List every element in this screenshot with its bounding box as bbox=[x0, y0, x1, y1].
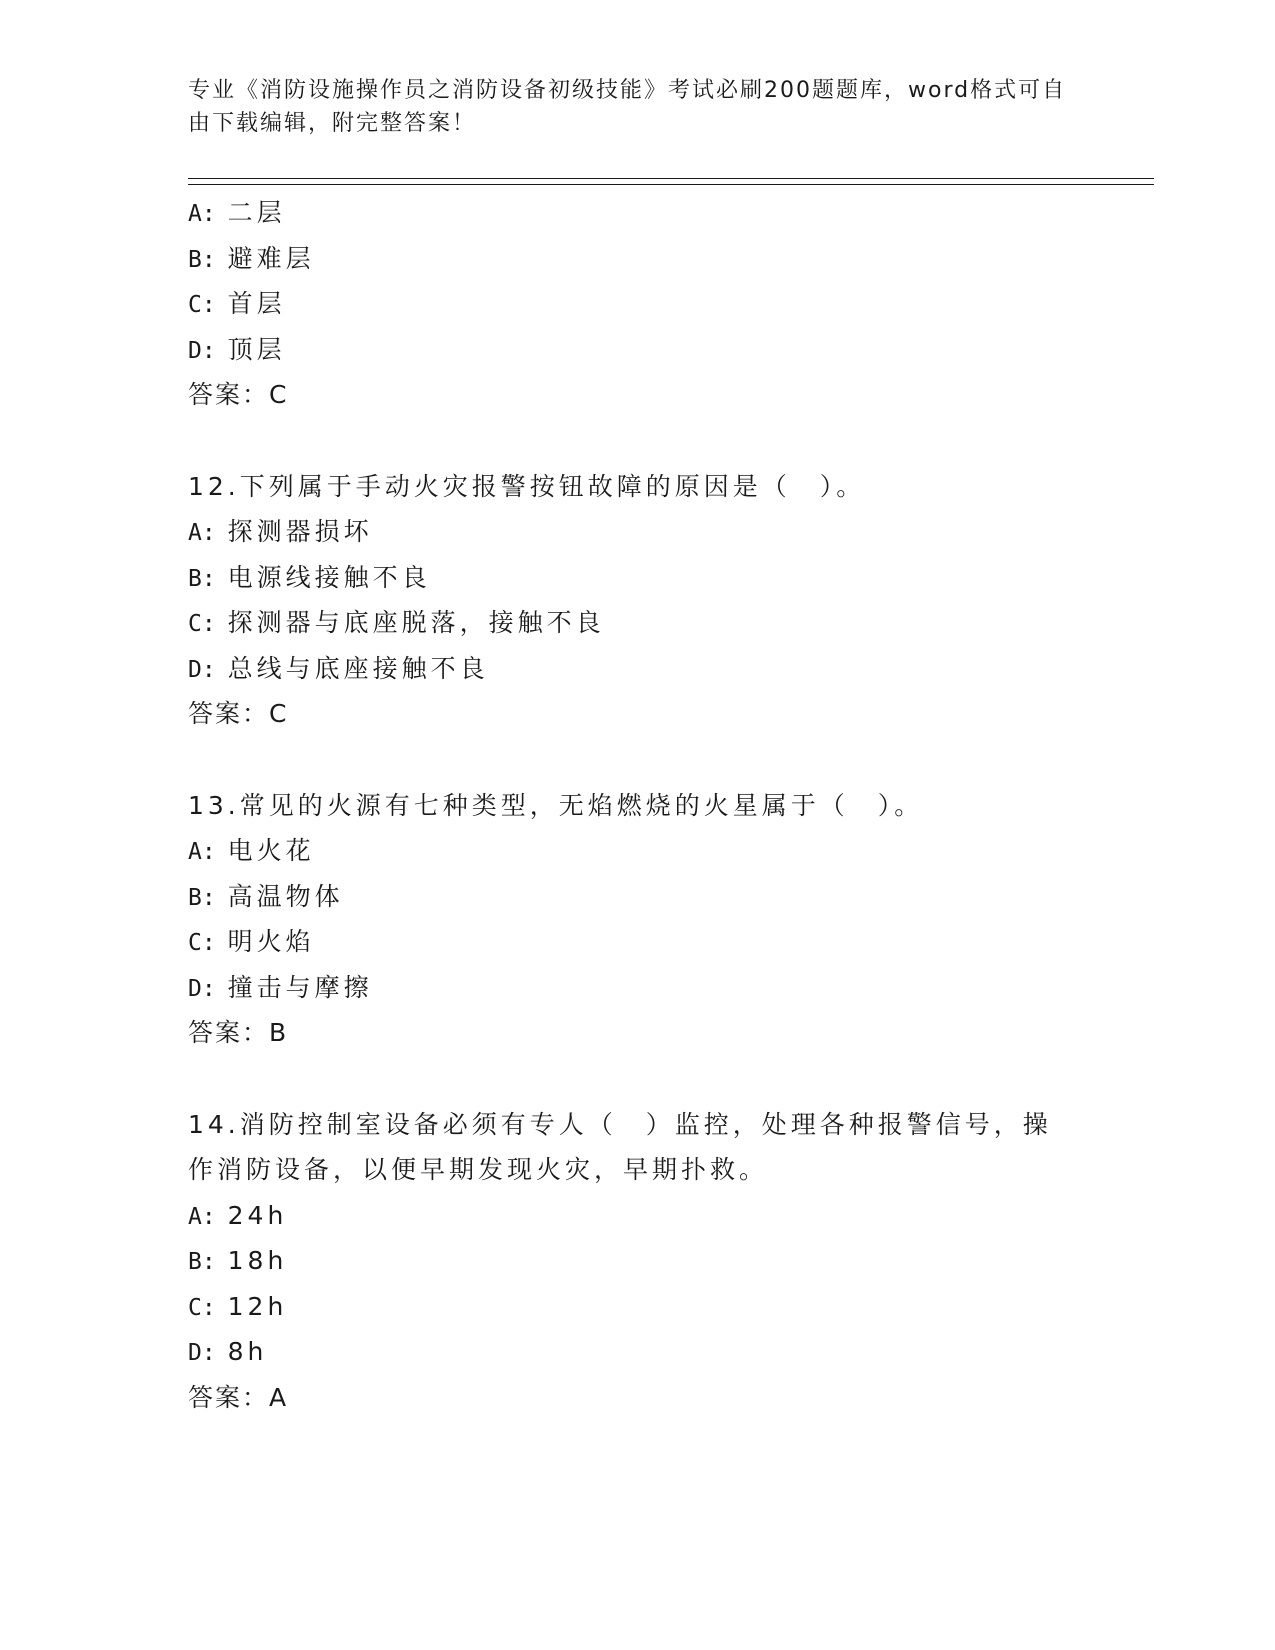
option-d: D: 撞击与摩擦 bbox=[188, 972, 373, 1002]
header-divider-bottom bbox=[188, 184, 1154, 185]
option-b: B: 避难层 bbox=[188, 243, 315, 273]
question-stem: 14.消防控制室设备必须有专人（ ）监控，处理各种报警信号，操作消防设备，以便早期发现火灾，早期扑救。 bbox=[188, 1109, 1052, 1184]
question-stem: 12.下列属于手动火灾报警按钮故障的原因是（ ）。 bbox=[188, 471, 866, 501]
option-d: D: 顶层 bbox=[188, 334, 286, 364]
question-list bbox=[188, 190, 1088, 1420]
option-d: D: 总线与底座接触不良 bbox=[188, 653, 489, 683]
option-b: B: 电源线接触不良 bbox=[188, 562, 431, 592]
answer-line: 答案：A bbox=[188, 1382, 289, 1412]
option-a: A: 电火花 bbox=[188, 836, 315, 865]
option-a: A: 探测器损坏 bbox=[188, 517, 373, 546]
header-divider-top bbox=[188, 178, 1154, 179]
option-b: B: 高温物体 bbox=[188, 881, 344, 911]
option-a: A: 二层 bbox=[188, 198, 286, 227]
document-header: 专业《消防设施操作员之消防设备初级技能》考试必刷200题题库，word格式可自由下载编辑，附完整答案！ bbox=[188, 78, 1067, 136]
answer-line: 答案：B bbox=[188, 1018, 289, 1047]
option-a: A: 24h bbox=[188, 1200, 288, 1230]
question-block-14 bbox=[188, 1102, 1088, 1421]
option-c: C: 探测器与底座脱落，接触不良 bbox=[188, 608, 605, 637]
question-stem: 13.常见的火源有七种类型，无焰燃烧的火星属于（ ）。 bbox=[188, 790, 924, 820]
option-c: C: 首层 bbox=[188, 289, 286, 318]
question-block-13 bbox=[188, 783, 1088, 1056]
option-b: B: 18h bbox=[188, 1246, 288, 1275]
question-block-12 bbox=[188, 464, 1088, 737]
option-c: C: 明火焰 bbox=[188, 927, 315, 956]
option-c: C: 12h bbox=[188, 1291, 288, 1321]
question-block-11 bbox=[188, 190, 1088, 418]
option-d: D: 8h bbox=[188, 1337, 268, 1366]
answer-line: 答案：C bbox=[188, 380, 289, 409]
answer-line: 答案：C bbox=[188, 699, 289, 728]
